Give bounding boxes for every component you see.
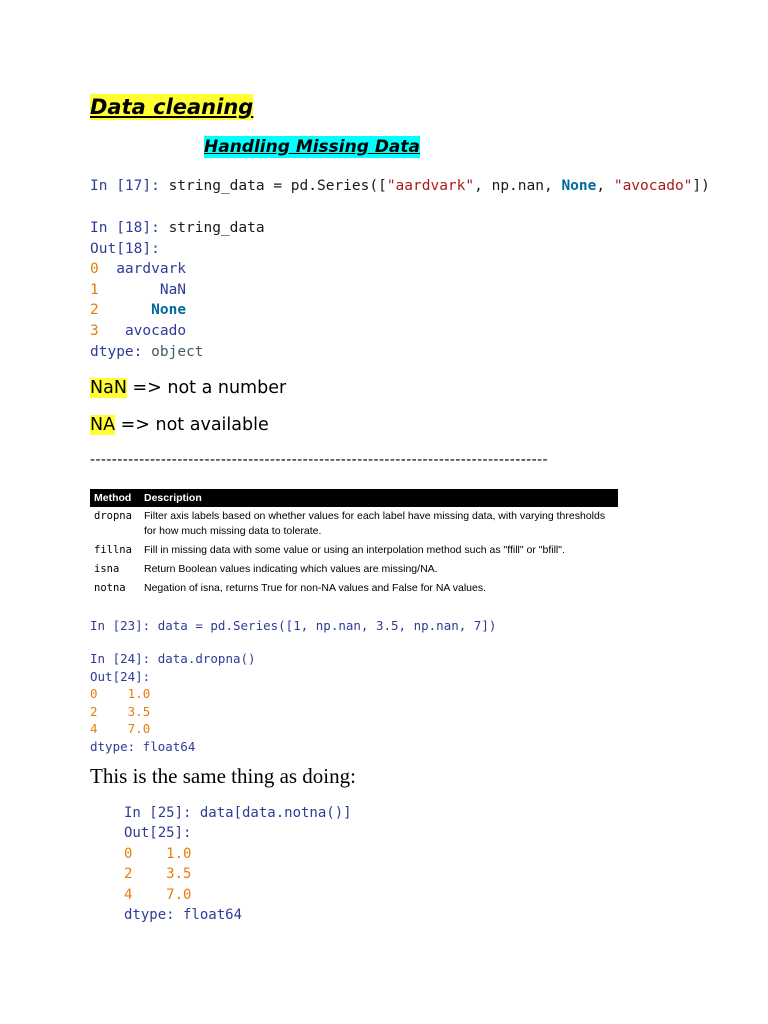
table-header-row <box>90 489 618 507</box>
methods-table <box>90 489 618 598</box>
code-in17: In [17]: string_data = pd.Series(["aardvark", np.nan, None, "avocado"]) <box>90 178 710 194</box>
method-name: dropna <box>94 510 132 522</box>
series-row: 2 3.5 <box>90 703 151 719</box>
table-row <box>90 541 618 560</box>
method-name: notna <box>94 582 126 594</box>
series-row: 2 None <box>90 302 187 319</box>
method-name: fillna <box>94 544 132 556</box>
series-row: 1 NaN <box>90 281 187 298</box>
same-thing-text: This is the same thing as doing: <box>90 764 356 788</box>
note-na: NA => not available <box>90 415 269 435</box>
code-in25: In [25]: data[data.notna()] <box>124 805 352 821</box>
code-in18: In [18]: string_data <box>90 220 265 236</box>
method-description: Return Boolean values indicating which values are missing/NA. <box>144 563 438 575</box>
table-row <box>90 560 618 579</box>
series-row: 0 1.0 <box>90 686 151 701</box>
code-out18: Out[18]: <box>90 240 160 257</box>
method-description: Fill in missing data with some value or using an interpolation method such as "ffill" or "bfill". <box>144 544 565 556</box>
method-description: Filter axis labels based on whether values for each label have missing data, with varying thresholds for how much missing data to tolerate. <box>144 510 606 537</box>
table-row <box>90 579 618 598</box>
dtype-line: dtype: float64 <box>124 907 243 923</box>
code-out25: Out[25]: <box>124 825 192 842</box>
section-subtitle: Handling Missing Data <box>204 137 420 157</box>
code-in24: In [24]: data.dropna() <box>90 651 256 666</box>
series-row: 4 7.0 <box>90 721 151 736</box>
column-header: Method <box>90 489 140 507</box>
divider-line: ------------------------------------------------------------------------------------ <box>90 452 548 468</box>
series-row: 0 1.0 <box>124 845 192 862</box>
series-row: 4 7.0 <box>124 886 192 903</box>
code-in23: In [23]: data = pd.Series([1, np.nan, 3.5, np.nan, 7]) <box>90 618 497 633</box>
method-name: isna <box>94 563 120 575</box>
series-row: 0 aardvark <box>90 261 187 278</box>
dtype-line: dtype: float64 <box>90 738 196 754</box>
page-title: Data cleaning <box>90 95 254 119</box>
column-header: Description <box>140 489 618 507</box>
dtype-line: dtype: object <box>90 343 204 360</box>
note-nan: NaN => not a number <box>90 378 287 398</box>
series-row: 2 3.5 <box>124 866 192 883</box>
table-row <box>90 507 618 541</box>
code-out24: Out[24]: <box>90 668 151 684</box>
method-description: Negation of isna, returns True for non-NA values and False for NA values. <box>144 582 487 594</box>
series-row: 3 avocado <box>90 323 187 339</box>
